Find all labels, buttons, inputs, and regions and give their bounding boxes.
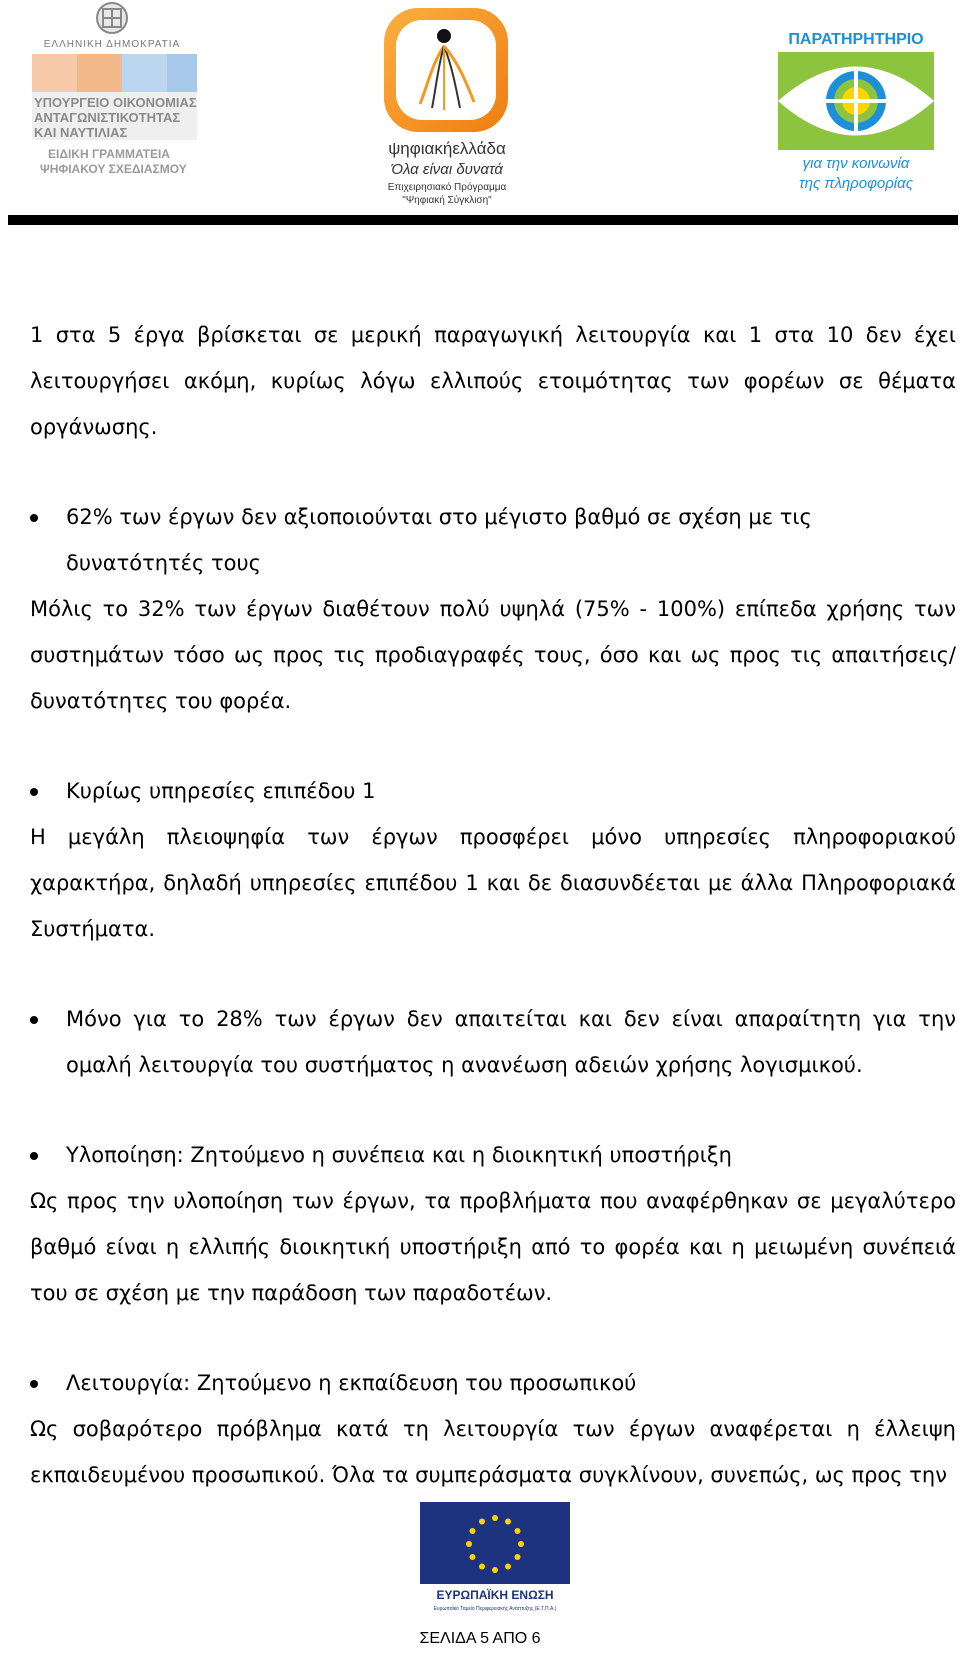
- ministry-line6: ΨΗΦΙΑΚΟΥ ΣΧΕΔΙΑΣΜΟΥ: [40, 162, 187, 176]
- bullet-item: [30, 1360, 956, 1406]
- bullet-icon: [30, 1016, 38, 1024]
- paragraph: Η μεγάλη πλειοψηφία των έργων προσφέρει μόνο υπηρεσίες πληροφοριακού χαρακτήρα, δηλαδή υπηρεσίες επιπέδου 1 και δε διασυνδέεται με άλλα Πληροφοριακά Συστήματα.: [30, 825, 956, 941]
- ministry-line3: ΑΝΤΑΓΩΝΙΣΤΙΚΟΤΗΤΑΣ: [34, 110, 181, 125]
- ministry-line2: ΥΠΟΥΡΓΕΙΟ ΟΙΚΟΝΟΜΙΑΣ: [34, 95, 197, 110]
- eu-logo: [420, 1502, 570, 1614]
- ministry-line5: ΕΙΔΙΚΗ ΓΡΑΜΜΑΤΕΙΑ: [48, 147, 170, 161]
- paragraph: 1 στα 5 έργα βρίσκεται σε μερική παραγωγική λειτουργία και 1 στα 10 δεν έχει λειτουργήσει ακόμη, κυρίως λόγω ελλιπούς ετοιμότητας των φορέων σε θέματα οργάνωσης.: [30, 323, 956, 439]
- bullet-item: [30, 768, 956, 814]
- bullet-icon: [30, 1152, 38, 1160]
- digital-greece-program1: Επιχειρησιακό Πρόγραμμα: [387, 182, 507, 193]
- eu-sub: Ευρωπαϊκό Ταμείο Περιφερειακής Ανάπτυξης (Ε.Τ.Π.Α.): [433, 1606, 557, 1612]
- bullet-text: Μόνο για το 28% των έργων δεν απαιτείται και δεν είναι απαραίτητη για την ομαλή λειτουργία του συστήματος η ανανέωση αδειών χρήσης λογισμικού.: [66, 1007, 956, 1077]
- bullet-text: 62% των έργων δεν αξιοποιούνται στο μέγιστο βαθμό σε σχέση με τις δυνατότητές τους: [66, 505, 812, 575]
- observatory-sub2: της πληροφορίας: [799, 175, 913, 192]
- bullet-text: Κυρίως υπηρεσίες επιπέδου 1: [66, 779, 376, 803]
- paragraph: Ως σοβαρότερο πρόβλημα κατά τη λειτουργία των έργων αναφέρεται η έλλειψη εκπαιδευμένου προσωπικού. Όλα τα συμπεράσματα συγκλίνουν, συνεπώς, ως προς την: [30, 1417, 956, 1487]
- observatory-title: ΠΑΡΑΤΗΡΗΤΗΡΙΟ: [788, 31, 924, 48]
- observatory-logo: [768, 28, 944, 198]
- bullet-icon: [30, 514, 38, 522]
- header-divider: [8, 215, 958, 225]
- greek-emblem-icon: [97, 3, 127, 33]
- bullet-item: [30, 996, 956, 1088]
- ministry-logo: [0, 0, 232, 200]
- paragraph: Μόλις το 32% των έργων διαθέτουν πολύ υψηλά (75% - 100%) επίπεδα χρήσης των συστημάτων τόσο ως προς τις προδιαγραφές τους, όσο και ως προς τις απαιτήσεις/ δυνατότητες του φορέα.: [30, 597, 956, 713]
- eu-label: ΕΥΡΩΠΑΪΚΗ ΕΝΩΣΗ: [436, 1588, 554, 1602]
- bullet-icon: [30, 1380, 38, 1388]
- page-header: [0, 0, 960, 225]
- digital-greece-slogan: Όλα είναι δυνατά: [391, 161, 503, 178]
- bullet-item: [30, 494, 956, 586]
- observatory-sub1: για την κοινωνία: [802, 155, 910, 172]
- bullet-item: [30, 1132, 956, 1178]
- paragraph: Ως προς την υλοποίηση των έργων, τα προβλήματα που αναφέρθηκαν σε μεγαλύτερο βαθμό είναι η ελλιπής διοικητική υποστήριξη από το φορέα και η μειωμένη συνέπειά του σε σχέση με την παράδοση των παραδοτέων.: [30, 1189, 956, 1305]
- digital-greece-logo: [352, 4, 542, 210]
- ministry-line1: ΕΛΛΗΝΙΚΗ ΔΗΜΟΚΡΑΤΙΑ: [43, 39, 181, 50]
- digital-greece-brand: ψηφιακήελλάδα: [388, 139, 506, 158]
- ministry-line4: ΚΑΙ ΝΑΥΤΙΛΙΑΣ: [34, 125, 128, 140]
- page-number: ΣΕΛΙΔΑ 5 ΑΠΟ 6: [419, 1630, 541, 1647]
- bullet-icon: [30, 788, 38, 796]
- document-body: [30, 312, 956, 1498]
- bullet-text: Υλοποίηση: Ζητούμενο η συνέπεια και η διοικητική υποστήριξη: [66, 1143, 732, 1167]
- bullet-text: Λειτουργία: Ζητούμενο η εκπαίδευση του προσωπικού: [66, 1371, 637, 1395]
- digital-greece-program2: "Ψηφιακή Σύγκλιση": [402, 195, 492, 206]
